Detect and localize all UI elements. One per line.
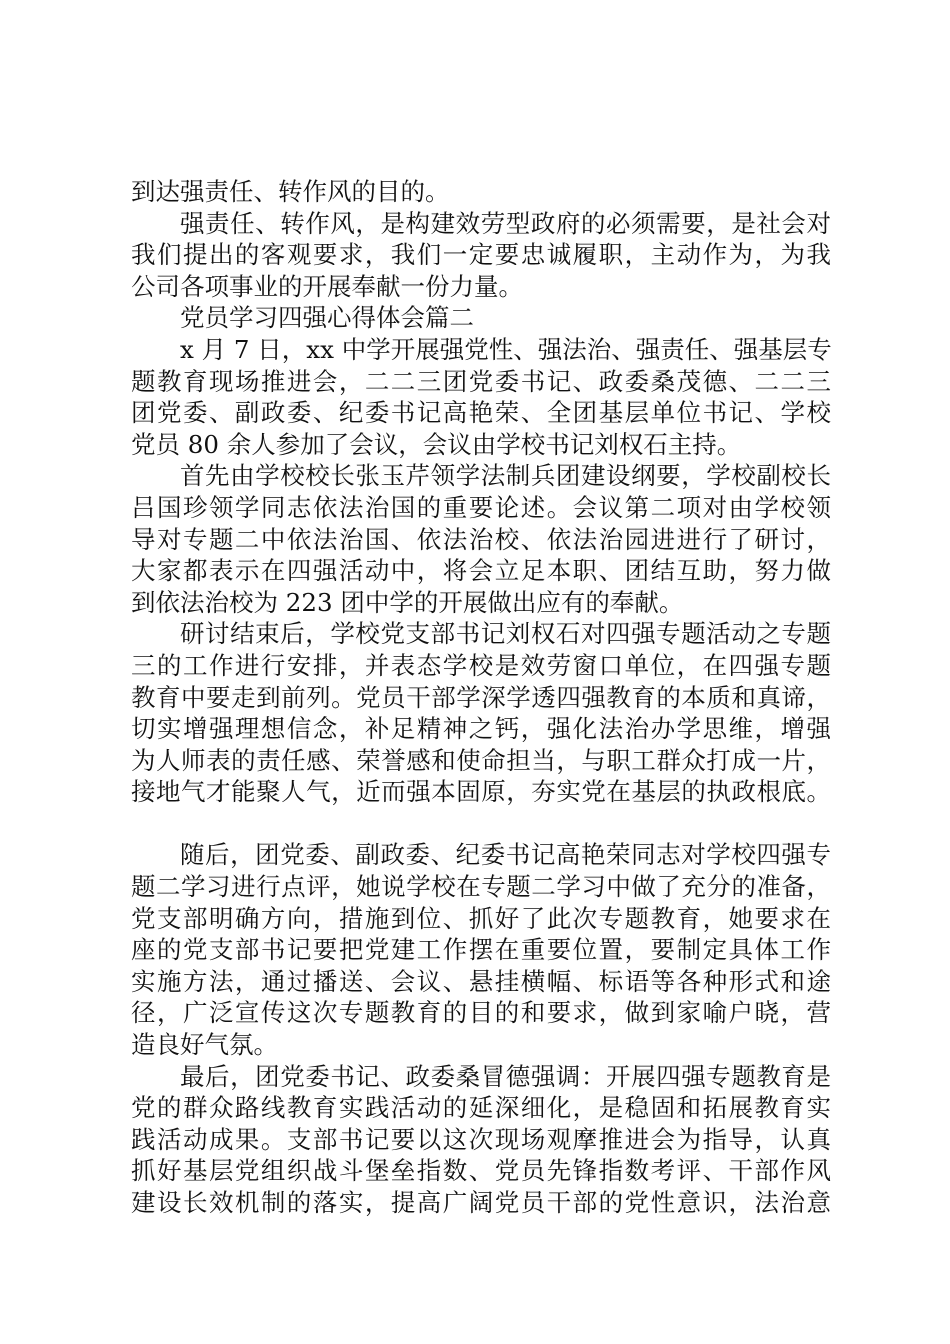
text-line: 到达强责任、转作风的目的。 (131, 177, 450, 206)
text-line: 公司各项事业的开展奉献一份力量。 (131, 271, 523, 301)
text-line: 党支部明确方向，措施到位、抓好了此次专题教育，她要求在 (131, 903, 831, 933)
text-line: 题教育现场推进会，二二三团党委书记、政委桑茂德、二二三 (131, 366, 831, 396)
text-line: 三的工作进行安排，并表态学校是效劳窗口单位，在四强专题 (131, 650, 831, 680)
text-line: 实施方法，通过播送、会议、悬挂横幅、标语等各种形式和途 (131, 966, 831, 996)
text-line: 党员 80 余人参加了会议，会议由学校书记刘权石主持。 (131, 429, 742, 459)
text-line: 大家都表示在四强活动中，将会立足本职、团结互助，努力做 (131, 556, 831, 586)
text-line: 最后，团党委书记、政委桑冒德强调：开展四强专题教育是 (180, 1061, 831, 1091)
text-line: 团党委、副政委、纪委书记高艳荣、全团基层单位书记、学校 (131, 398, 831, 428)
text-line: 强责任、转作风，是构建效劳型政府的必须需要，是社会对 (180, 208, 831, 238)
text-line: 径，广泛宣传这次专题教育的目的和要求，做到家喻户晓，营 (131, 998, 831, 1028)
text-line: 党员学习四强心得体会篇二 (180, 303, 474, 333)
text-line: 接地气才能聚人气，近而强本固原，夯实党在基层的执政根底。 (131, 777, 831, 807)
document-body (131, 176, 831, 1219)
text-line: 教育中要走到前列。党员干部学深学透四强教育的本质和真谛， (131, 682, 831, 712)
text-line: 为人师表的责任感、荣誉感和使命担当，与职工群众打成一片， (131, 745, 831, 775)
text-line: 党的群众路线教育实践活动的延深细化，是稳固和拓展教育实 (131, 1093, 831, 1123)
text-line: 题二学习进行点评，她说学校在专题二学习中做了充分的准备， (131, 872, 831, 902)
text-line: 首先由学校校长张玉芹领学法制兵团建设纲要，学校副校长 (180, 461, 831, 491)
blank-line (131, 808, 831, 840)
text-line: 建设长效机制的落实，提高广阔党员干部的党性意识，法治意 (131, 1188, 831, 1217)
text-line: 到依法治校为 223 团中学的开展做出应有的奉献。 (131, 587, 684, 617)
text-line: 吕国珍领学同志依法治国的重要论述。会议第二项对由学校领 (131, 492, 831, 522)
text-line: 导对专题二中依法治国、依法治校、依法治园进进行了研讨， (131, 524, 831, 554)
text-line: 随后，团党委、副政委、纪委书记高艳荣同志对学校四强专 (180, 840, 831, 870)
text-line: x 月 7 日，xx 中学开展强党性、强法治、强责任、强基层专 (180, 334, 832, 364)
text-line: 抓好基层党组织战斗堡垒指数、党员先锋指数考评、干部作风 (131, 1156, 831, 1186)
text-line: 践活动成果。支部书记要以这次现场观摩推进会为指导，认真 (131, 1124, 831, 1154)
text-line: 座的党支部书记要把党建工作摆在重要位置，要制定具体工作 (131, 935, 831, 965)
text-line: 切实增强理想信念，补足精神之钙，强化法治办学思维，增强 (131, 714, 831, 744)
text-line: 我们提出的客观要求，我们一定要忠诚履职，主动作为，为我 (131, 240, 831, 270)
text-line: 造良好气氛。 (131, 1030, 278, 1060)
text-line: 研讨结束后，学校党支部书记刘权石对四强专题活动之专题 (180, 619, 831, 649)
